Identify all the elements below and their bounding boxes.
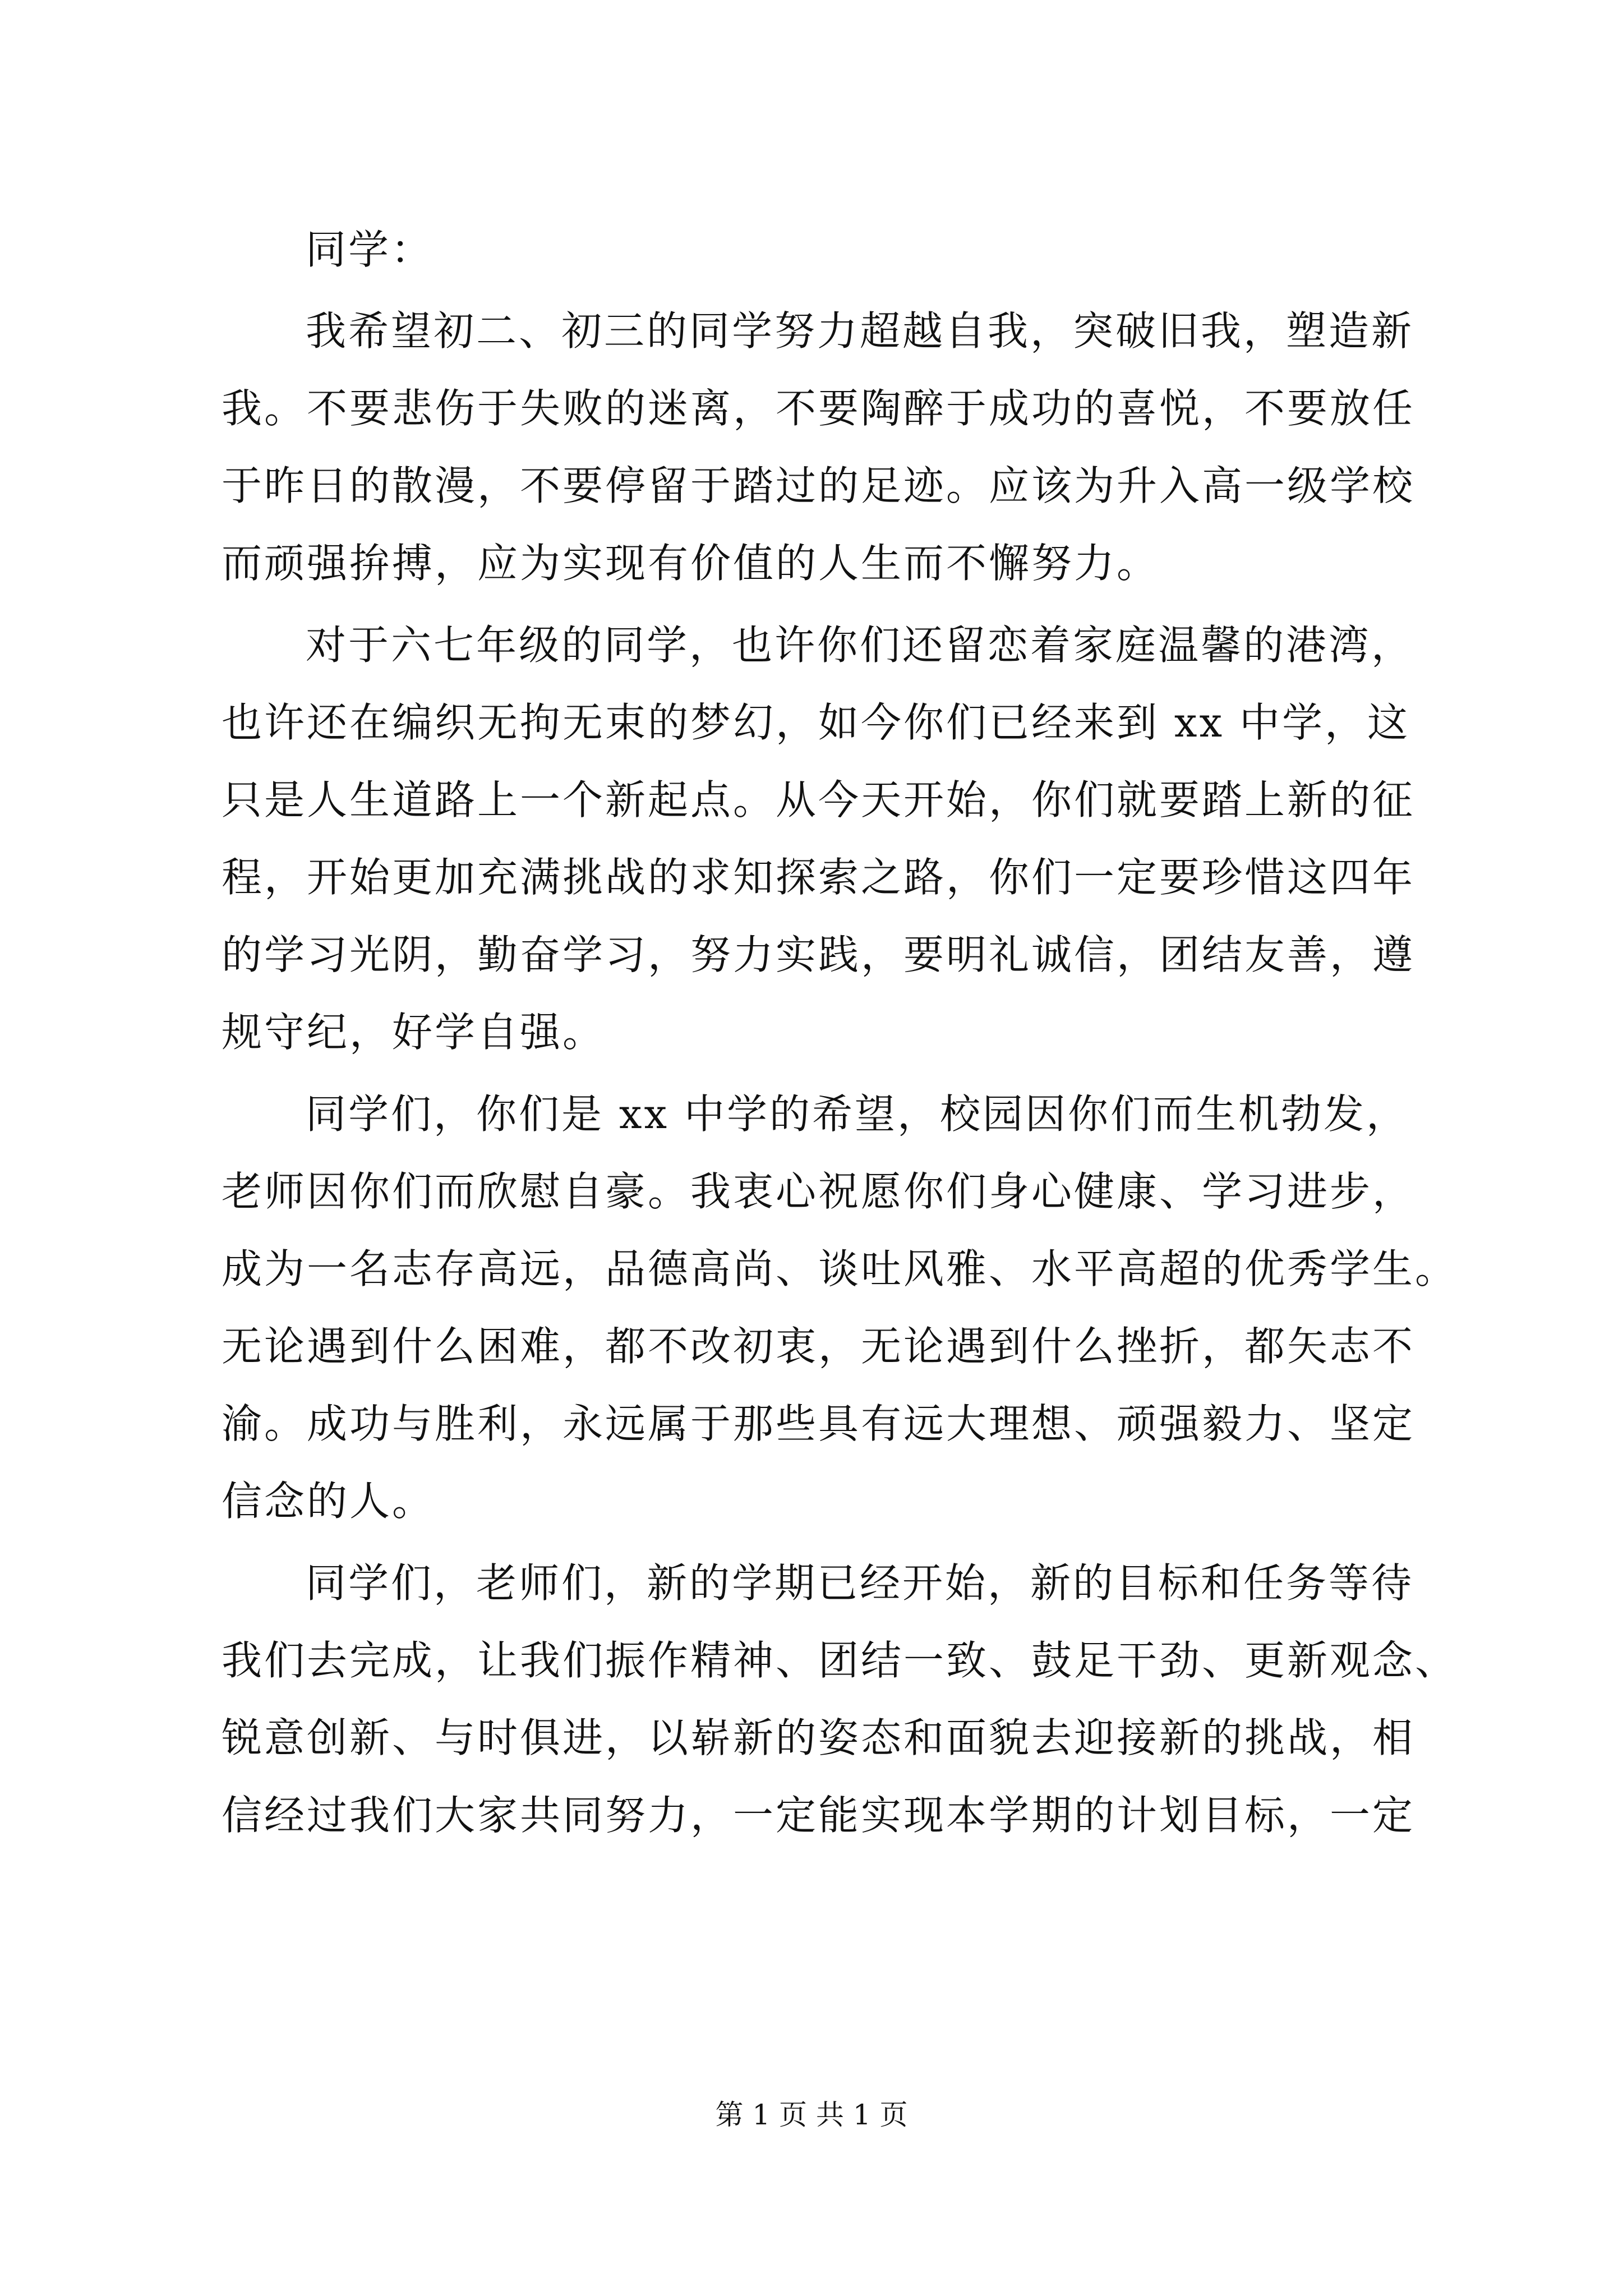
text-line: 老师因你们而欣慰自豪。我衷心祝愿你们身心健康、学习进步， [222, 1168, 1415, 1215]
text-line: 我希望初二、初三的同学努力超越自我，突破旧我，塑造新 [306, 307, 1414, 355]
text-line: 于昨日的散漫，不要停留于踏过的足迹。应该为升入高一级学校 [222, 462, 1415, 509]
text-line: 信经过我们大家共同努力，一定能实现本学期的计划目标，一定 [222, 1792, 1415, 1839]
text-line: 而顽强拚搏，应为实现有价值的人生而不懈努力。 [222, 540, 1160, 587]
text-line: 只是人生道路上一个新起点。从今天开始，你们就要踏上新的征 [222, 776, 1415, 823]
text-line: 程，开始更加充满挑战的求知探索之路，你们一定要珍惜这四年 [222, 854, 1415, 901]
text-line: 我。不要悲伤于失败的迷离，不要陶醉于成功的喜悦，不要放任 [222, 385, 1415, 432]
text-line: 我们去完成，让我们振作精神、团结一致、鼓足干劲、更新观念、 [222, 1637, 1458, 1684]
text-line: 成为一名志存高远，品德高尚、谈吐风雅、水平高超的优秀学生。 [222, 1245, 1458, 1292]
text-line: 同学： [306, 226, 434, 273]
text-line: 同学们，老师们，新的学期已经开始，新的目标和任务等待 [306, 1559, 1414, 1607]
text-line: 规守纪，好学自强。 [222, 1009, 606, 1056]
text-line: 对于六七年级的同学，也许你们还留恋着家庭温馨的港湾， [306, 622, 1414, 669]
page-footer: 第 1 页 共 1 页 [715, 2099, 908, 2131]
text-line: 同学们，你们是 xx 中学的希望，校园因你们而生机勃发， [306, 1091, 1409, 1138]
text-line: 也许还在编织无拘无束的梦幻，如今你们已经来到 xx 中学，这 [222, 699, 1410, 746]
text-line: 锐意创新、与时俱进，以崭新的姿态和面貌去迎接新的挑战，相 [222, 1714, 1415, 1761]
text-line: 无论遇到什么困难，都不改初衷，无论遇到什么挫折，都矢志不 [222, 1323, 1415, 1370]
text-line: 渝。成功与胜利，永远属于那些具有远大理想、顽强毅力、坚定 [222, 1400, 1415, 1447]
text-line: 的学习光阴，勤奋学习，努力实践，要明礼诚信，团结友善，遵 [222, 931, 1415, 978]
text-line: 信念的人。 [222, 1478, 435, 1525]
